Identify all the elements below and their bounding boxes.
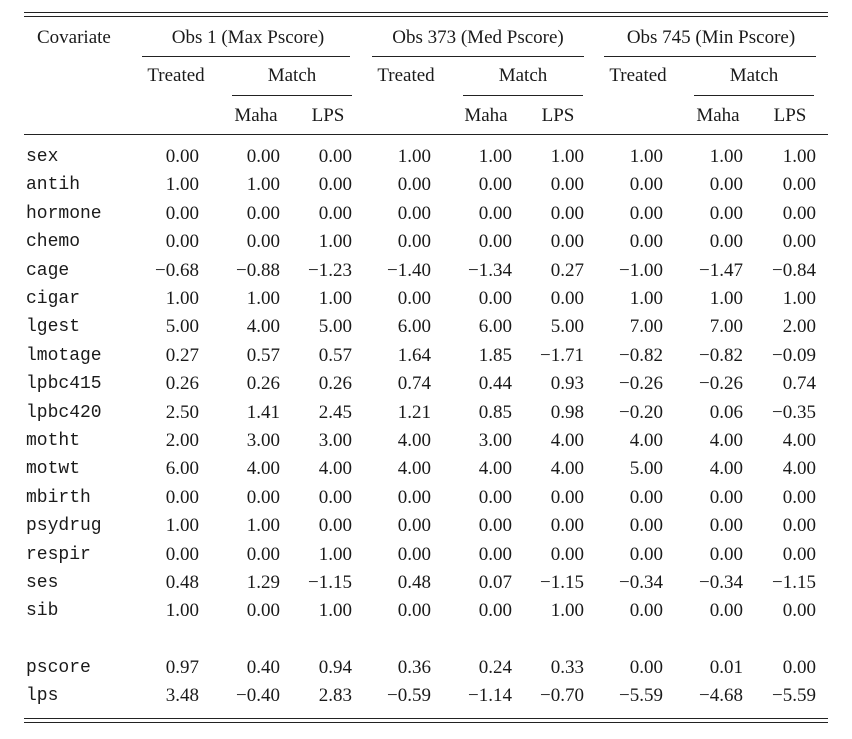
value-cell: 0.00 bbox=[397, 174, 431, 195]
value-cell: 0.00 bbox=[318, 203, 352, 224]
value-cell: 0.00 bbox=[397, 515, 431, 536]
value-cell: 0.00 bbox=[550, 203, 584, 224]
value-cell: 0.00 bbox=[478, 515, 512, 536]
value-cell: 1.41 bbox=[246, 402, 280, 423]
value-cell: 0.00 bbox=[478, 203, 512, 224]
value-cell: −0.26 bbox=[699, 373, 743, 394]
value-cell: −5.59 bbox=[772, 685, 816, 706]
value-cell: 0.00 bbox=[709, 515, 743, 536]
value-cell: 0.00 bbox=[629, 657, 663, 678]
value-cell: 0.00 bbox=[165, 203, 199, 224]
value-cell: 0.44 bbox=[478, 373, 512, 394]
value-cell: 4.00 bbox=[629, 430, 663, 451]
value-cell: 1.00 bbox=[478, 146, 512, 167]
value-cell: 0.00 bbox=[629, 544, 663, 565]
value-cell: 5.00 bbox=[550, 316, 584, 337]
value-cell: 0.00 bbox=[397, 487, 431, 508]
covariate-name-antih: antih bbox=[26, 175, 81, 195]
value-cell: 1.00 bbox=[165, 174, 199, 195]
value-cell: 0.00 bbox=[629, 174, 663, 195]
top-rule-2 bbox=[24, 16, 828, 17]
value-cell: 7.00 bbox=[709, 316, 743, 337]
value-cell: 0.00 bbox=[246, 600, 280, 621]
value-cell: 0.07 bbox=[478, 572, 512, 593]
covariate-name-psydrug: psydrug bbox=[26, 516, 102, 536]
value-cell: −5.59 bbox=[619, 685, 663, 706]
covariate-name-ses: ses bbox=[26, 573, 59, 593]
value-cell: 1.29 bbox=[246, 572, 280, 593]
value-cell: 0.57 bbox=[246, 345, 280, 366]
value-cell: 2.00 bbox=[782, 316, 816, 337]
covariate-name-lps: lps bbox=[26, 686, 59, 706]
value-cell: 0.00 bbox=[782, 203, 816, 224]
value-cell: 0.00 bbox=[550, 231, 584, 252]
covariate-name-lpbc420: lpbc420 bbox=[26, 403, 102, 423]
value-cell: 0.00 bbox=[478, 544, 512, 565]
value-cell: 4.00 bbox=[246, 316, 280, 337]
value-cell: 3.00 bbox=[246, 430, 280, 451]
value-cell: 1.85 bbox=[478, 345, 512, 366]
value-cell: 4.00 bbox=[246, 458, 280, 479]
group-header-obs373: Obs 373 (Med Pscore) bbox=[392, 27, 564, 48]
maha-header-2: Maha bbox=[464, 105, 508, 126]
value-cell: 1.00 bbox=[165, 600, 199, 621]
value-cell: 3.48 bbox=[165, 685, 199, 706]
header-bottom-rule bbox=[24, 134, 828, 135]
covariate-name-hormone: hormone bbox=[26, 204, 102, 224]
covariate-name-lpbc415: lpbc415 bbox=[26, 374, 102, 394]
group-header-obs1: Obs 1 (Max Pscore) bbox=[171, 27, 325, 48]
value-cell: 0.74 bbox=[397, 373, 431, 394]
value-cell: 7.00 bbox=[629, 316, 663, 337]
value-cell: 0.00 bbox=[165, 544, 199, 565]
value-cell: 0.00 bbox=[246, 231, 280, 252]
value-cell: 4.00 bbox=[397, 458, 431, 479]
covariate-name-mbirth: mbirth bbox=[26, 488, 91, 508]
value-cell: 1.00 bbox=[318, 231, 352, 252]
value-cell: 0.00 bbox=[550, 288, 584, 309]
value-cell: 0.36 bbox=[397, 657, 431, 678]
value-cell: 6.00 bbox=[397, 316, 431, 337]
value-cell: 1.00 bbox=[709, 146, 743, 167]
value-cell: 0.00 bbox=[550, 544, 584, 565]
value-cell: 0.26 bbox=[165, 373, 199, 394]
value-cell: 0.74 bbox=[782, 373, 816, 394]
value-cell: 0.00 bbox=[782, 544, 816, 565]
value-cell: −0.26 bbox=[619, 373, 663, 394]
match-header-2: Match bbox=[498, 65, 548, 86]
value-cell: 0.94 bbox=[318, 657, 352, 678]
value-cell: 1.00 bbox=[246, 288, 280, 309]
value-cell: 0.24 bbox=[478, 657, 512, 678]
value-cell: 1.00 bbox=[246, 174, 280, 195]
covariate-name-sex: sex bbox=[26, 147, 59, 167]
value-cell: 0.00 bbox=[397, 203, 431, 224]
value-cell: 0.00 bbox=[782, 174, 816, 195]
value-cell: 0.00 bbox=[782, 487, 816, 508]
value-cell: 0.00 bbox=[550, 174, 584, 195]
value-cell: 0.00 bbox=[246, 544, 280, 565]
value-cell: 4.00 bbox=[318, 458, 352, 479]
value-cell: −0.88 bbox=[236, 260, 280, 281]
value-cell: 1.00 bbox=[550, 146, 584, 167]
value-cell: 0.48 bbox=[165, 572, 199, 593]
value-cell: 2.00 bbox=[165, 430, 199, 451]
value-cell: −0.68 bbox=[155, 260, 199, 281]
value-cell: 0.01 bbox=[709, 657, 743, 678]
value-cell: −0.34 bbox=[619, 572, 663, 593]
value-cell: 0.00 bbox=[629, 231, 663, 252]
value-cell: 1.00 bbox=[318, 544, 352, 565]
value-cell: 0.00 bbox=[165, 146, 199, 167]
value-cell: 3.00 bbox=[318, 430, 352, 451]
value-cell: 0.00 bbox=[629, 203, 663, 224]
group-underline-obs1 bbox=[142, 56, 350, 57]
value-cell: 0.00 bbox=[246, 487, 280, 508]
value-cell: 0.00 bbox=[782, 515, 816, 536]
bottom-rule-2 bbox=[24, 722, 828, 723]
value-cell: 0.00 bbox=[709, 203, 743, 224]
value-cell: 0.00 bbox=[782, 600, 816, 621]
value-cell: −0.35 bbox=[772, 402, 816, 423]
group-header-obs745: Obs 745 (Min Pscore) bbox=[626, 27, 796, 48]
treated-header-2: Treated bbox=[377, 65, 435, 86]
lps-header-1: LPS bbox=[311, 105, 345, 126]
value-cell: −1.23 bbox=[308, 260, 352, 281]
value-cell: 0.97 bbox=[165, 657, 199, 678]
value-cell: 0.26 bbox=[246, 373, 280, 394]
value-cell: 0.00 bbox=[318, 174, 352, 195]
group-underline-obs373 bbox=[372, 56, 584, 57]
value-cell: 0.00 bbox=[478, 231, 512, 252]
value-cell: 4.00 bbox=[782, 430, 816, 451]
value-cell: 0.00 bbox=[709, 600, 743, 621]
value-cell: 0.00 bbox=[478, 174, 512, 195]
value-cell: −0.40 bbox=[236, 685, 280, 706]
value-cell: 0.00 bbox=[550, 515, 584, 536]
treated-header-3: Treated bbox=[609, 65, 667, 86]
value-cell: 5.00 bbox=[318, 316, 352, 337]
value-cell: 4.00 bbox=[709, 458, 743, 479]
value-cell: 0.00 bbox=[318, 487, 352, 508]
value-cell: 0.00 bbox=[709, 544, 743, 565]
value-cell: 0.57 bbox=[318, 345, 352, 366]
value-cell: 4.00 bbox=[709, 430, 743, 451]
value-cell: 1.00 bbox=[397, 146, 431, 167]
value-cell: −0.34 bbox=[699, 572, 743, 593]
value-cell: −1.40 bbox=[387, 260, 431, 281]
group-underline-obs745 bbox=[604, 56, 816, 57]
lps-header-3: LPS bbox=[773, 105, 807, 126]
value-cell: 0.27 bbox=[550, 260, 584, 281]
lps-header-2: LPS bbox=[541, 105, 575, 126]
maha-header-1: Maha bbox=[234, 105, 278, 126]
value-cell: 0.00 bbox=[397, 600, 431, 621]
value-cell: 5.00 bbox=[629, 458, 663, 479]
value-cell: 0.00 bbox=[709, 487, 743, 508]
value-cell: −0.59 bbox=[387, 685, 431, 706]
value-cell: 1.00 bbox=[318, 600, 352, 621]
value-cell: 2.45 bbox=[318, 402, 352, 423]
value-cell: 1.00 bbox=[782, 288, 816, 309]
covariate-name-sib: sib bbox=[26, 601, 59, 621]
covariate-name-motht: motht bbox=[26, 431, 81, 451]
value-cell: 0.06 bbox=[709, 402, 743, 423]
value-cell: 0.00 bbox=[550, 487, 584, 508]
value-cell: 0.00 bbox=[478, 487, 512, 508]
value-cell: 1.00 bbox=[782, 146, 816, 167]
value-cell: 0.00 bbox=[782, 231, 816, 252]
covariate-header: Covariate bbox=[37, 27, 111, 48]
match-underline-2 bbox=[463, 95, 583, 96]
bottom-rule-1 bbox=[24, 718, 828, 719]
value-cell: 1.00 bbox=[246, 515, 280, 536]
value-cell: −1.14 bbox=[468, 685, 512, 706]
covariate-name-cage: cage bbox=[26, 261, 70, 281]
value-cell: 0.00 bbox=[318, 146, 352, 167]
covariate-name-lgest: lgest bbox=[26, 317, 81, 337]
value-cell: 0.27 bbox=[165, 345, 199, 366]
value-cell: 4.00 bbox=[397, 430, 431, 451]
value-cell: 4.00 bbox=[478, 458, 512, 479]
value-cell: 5.00 bbox=[165, 316, 199, 337]
value-cell: 1.00 bbox=[318, 288, 352, 309]
value-cell: 0.00 bbox=[246, 203, 280, 224]
value-cell: 2.50 bbox=[165, 402, 199, 423]
value-cell: −0.09 bbox=[772, 345, 816, 366]
value-cell: 0.40 bbox=[246, 657, 280, 678]
value-cell: 1.64 bbox=[397, 345, 431, 366]
value-cell: 0.00 bbox=[478, 288, 512, 309]
value-cell: 0.85 bbox=[478, 402, 512, 423]
value-cell: 4.00 bbox=[782, 458, 816, 479]
value-cell: 3.00 bbox=[478, 430, 512, 451]
value-cell: 0.48 bbox=[397, 572, 431, 593]
value-cell: 0.00 bbox=[397, 288, 431, 309]
top-rule-1 bbox=[24, 12, 828, 13]
value-cell: 4.00 bbox=[550, 430, 584, 451]
value-cell: 4.00 bbox=[550, 458, 584, 479]
maha-header-3: Maha bbox=[696, 105, 740, 126]
value-cell: 0.00 bbox=[629, 487, 663, 508]
value-cell: 6.00 bbox=[165, 458, 199, 479]
value-cell: 0.00 bbox=[629, 515, 663, 536]
value-cell: 0.00 bbox=[397, 231, 431, 252]
covariate-name-pscore: pscore bbox=[26, 658, 91, 678]
covariate-name-chemo: chemo bbox=[26, 232, 81, 252]
treated-header-1: Treated bbox=[147, 65, 205, 86]
value-cell: −1.00 bbox=[619, 260, 663, 281]
value-cell: 0.26 bbox=[318, 373, 352, 394]
value-cell: 1.00 bbox=[165, 288, 199, 309]
value-cell: 0.33 bbox=[550, 657, 584, 678]
match-header-1: Match bbox=[267, 65, 317, 86]
value-cell: 1.00 bbox=[709, 288, 743, 309]
value-cell: 0.00 bbox=[165, 487, 199, 508]
value-cell: −1.71 bbox=[540, 345, 584, 366]
value-cell: −0.82 bbox=[699, 345, 743, 366]
match-underline-3 bbox=[694, 95, 814, 96]
value-cell: 0.93 bbox=[550, 373, 584, 394]
covariate-name-lmotage: lmotage bbox=[26, 346, 102, 366]
value-cell: 1.00 bbox=[629, 146, 663, 167]
value-cell: 0.00 bbox=[782, 657, 816, 678]
value-cell: 6.00 bbox=[478, 316, 512, 337]
value-cell: −4.68 bbox=[699, 685, 743, 706]
value-cell: 0.00 bbox=[318, 515, 352, 536]
value-cell: 1.00 bbox=[629, 288, 663, 309]
covariate-name-cigar: cigar bbox=[26, 289, 81, 309]
value-cell: −1.15 bbox=[308, 572, 352, 593]
covariate-name-motwt: motwt bbox=[26, 459, 81, 479]
value-cell: 0.00 bbox=[478, 600, 512, 621]
match-header-3: Match bbox=[729, 65, 779, 86]
match-underline-1 bbox=[232, 95, 352, 96]
value-cell: −1.15 bbox=[540, 572, 584, 593]
value-cell: 0.00 bbox=[165, 231, 199, 252]
value-cell: 0.00 bbox=[709, 231, 743, 252]
value-cell: 2.83 bbox=[318, 685, 352, 706]
value-cell: 0.00 bbox=[246, 146, 280, 167]
value-cell: 0.00 bbox=[629, 600, 663, 621]
value-cell: −1.47 bbox=[699, 260, 743, 281]
value-cell: 1.00 bbox=[165, 515, 199, 536]
value-cell: −0.70 bbox=[540, 685, 584, 706]
covariate-name-respir: respir bbox=[26, 545, 91, 565]
value-cell: 0.00 bbox=[709, 174, 743, 195]
value-cell: 1.21 bbox=[397, 402, 431, 423]
value-cell: −1.34 bbox=[468, 260, 512, 281]
value-cell: −0.84 bbox=[772, 260, 816, 281]
value-cell: 0.98 bbox=[550, 402, 584, 423]
value-cell: −0.82 bbox=[619, 345, 663, 366]
value-cell: 1.00 bbox=[550, 600, 584, 621]
value-cell: −0.20 bbox=[619, 402, 663, 423]
value-cell: 0.00 bbox=[397, 544, 431, 565]
value-cell: −1.15 bbox=[772, 572, 816, 593]
